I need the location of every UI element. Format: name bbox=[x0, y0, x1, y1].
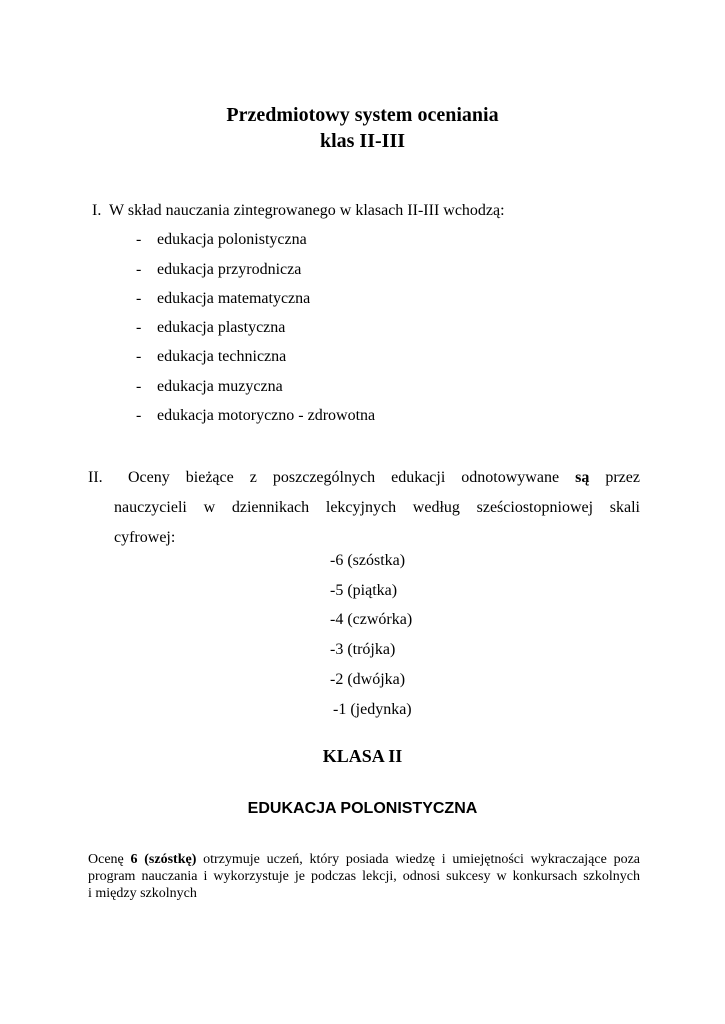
list-dash: - bbox=[136, 290, 142, 307]
list-dash: - bbox=[136, 407, 142, 424]
section2-line1-bold: są bbox=[575, 469, 590, 486]
section2-numeral: II. bbox=[88, 469, 103, 486]
section2-line3: cyfrowej: bbox=[114, 529, 176, 546]
subject-list-item-label: edukacja muzyczna bbox=[157, 378, 283, 395]
grade-item: -6 (szóstka) bbox=[330, 552, 406, 569]
grade-item: -4 (czwórka) bbox=[330, 611, 413, 628]
grade-item: -1 (jedynka) bbox=[333, 701, 412, 718]
criteria-bold: 6 (szóstkę) bbox=[130, 852, 197, 867]
subject-heading: EDUKACJA POLONISTYCZNA bbox=[247, 800, 478, 817]
criteria-line3: i między szkolnych bbox=[88, 886, 197, 901]
section2-line1-pre: Oceny bieżące z poszczególnych edukacji odnotowywane bbox=[128, 469, 576, 486]
grade-item: -3 (trójka) bbox=[330, 641, 396, 658]
list-dash: - bbox=[136, 348, 142, 365]
list-dash: - bbox=[136, 261, 142, 278]
section2-paragraph bbox=[88, 463, 640, 553]
section1-intro-text: W skład nauczania zintegrowanego w klasach II-III wchodzą: bbox=[109, 202, 505, 219]
criteria-line1-rest: otrzymuje uczeń, który posiada wiedzę i umiejętności wykraczające poza bbox=[196, 852, 640, 867]
subject-list-item-label: edukacja polonistyczna bbox=[157, 231, 307, 248]
criteria-pre: Ocenę bbox=[88, 852, 131, 867]
page-title-line2: klas II-III bbox=[319, 130, 406, 152]
section2-line1 bbox=[114, 463, 640, 493]
grade-criteria-paragraph bbox=[88, 851, 640, 902]
section1-intro bbox=[92, 202, 505, 220]
subject-list-item-label: edukacja przyrodnicza bbox=[157, 261, 302, 278]
subject-list-item-label: edukacja plastyczna bbox=[157, 319, 286, 336]
list-dash: - bbox=[136, 378, 142, 395]
criteria-line2: program nauczania i wykorzystuje je podczas lekcji, odnosi sukcesy w konkursach szkolnych bbox=[88, 869, 640, 884]
subject-list-item-label: edukacja motoryczno - zdrowotna bbox=[157, 407, 376, 424]
section2-line2: nauczycieli w dziennikach lekcyjnych według sześciostopniowej skali bbox=[114, 499, 640, 516]
section2-line1-post: przez bbox=[589, 469, 640, 486]
criteria-line1 bbox=[88, 851, 640, 868]
grade-item: -2 (dwójka) bbox=[330, 671, 406, 688]
section1-numeral: I. bbox=[92, 202, 102, 219]
list-dash: - bbox=[136, 319, 142, 336]
subject-list-item-label: edukacja techniczna bbox=[157, 348, 287, 365]
klasa-heading: KLASA II bbox=[322, 746, 403, 766]
subject-list-item-label: edukacja matematyczna bbox=[157, 290, 311, 307]
grade-item: -5 (piątka) bbox=[330, 582, 398, 599]
page-title-line1: Przedmiotowy system oceniania bbox=[226, 104, 499, 126]
list-dash: - bbox=[136, 231, 142, 248]
